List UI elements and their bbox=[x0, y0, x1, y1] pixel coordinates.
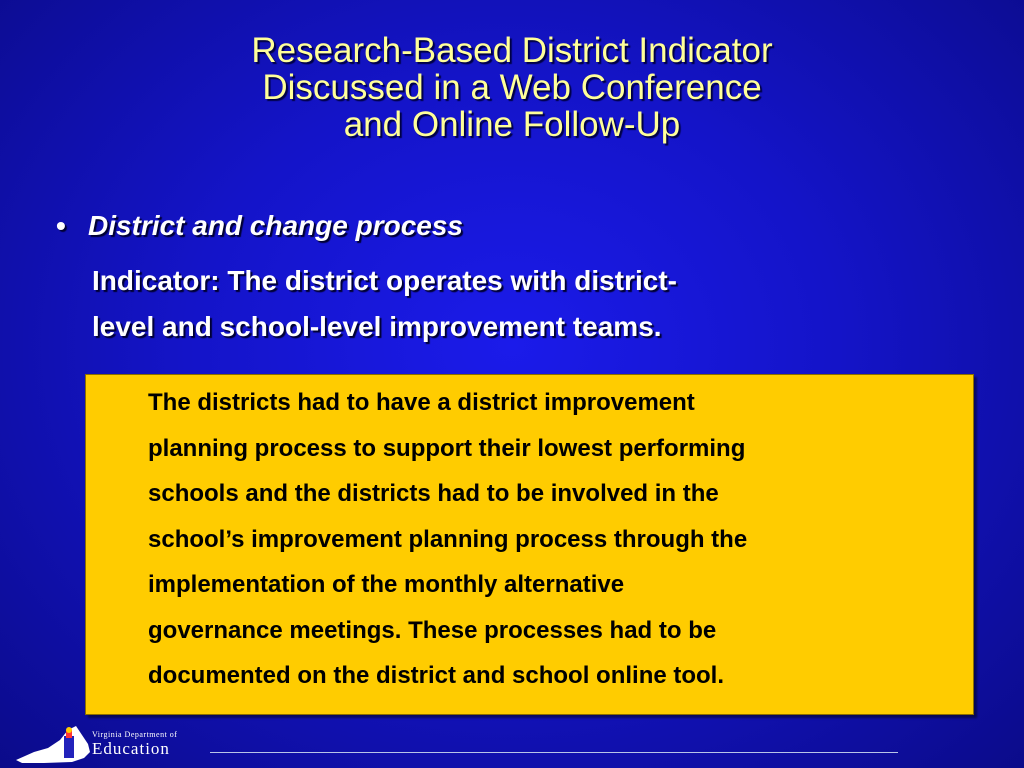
footer-divider bbox=[210, 752, 898, 753]
vdoe-logo bbox=[14, 722, 214, 766]
slide-title bbox=[112, 32, 912, 143]
title-line-3: and Online Follow-Up bbox=[343, 105, 681, 144]
callout-line-4: school’s improvement planning process through the bbox=[148, 525, 748, 553]
virginia-state-outline-icon bbox=[14, 722, 92, 766]
title-line-2: Discussed in a Web Conference bbox=[262, 68, 762, 107]
indicator-line-2: level and school-level improvement teams. bbox=[92, 311, 662, 342]
callout-text bbox=[148, 380, 958, 699]
bullet-item bbox=[56, 210, 463, 242]
logo-text-small: Virginia Department of bbox=[92, 730, 178, 739]
callout-box bbox=[85, 374, 974, 715]
logo-text-large: Education bbox=[92, 739, 170, 758]
callout-line-6: governance meetings. These processes had to be bbox=[148, 616, 717, 644]
bullet-heading: District and change process bbox=[88, 210, 464, 241]
callout-line-1: The districts had to have a district improvement bbox=[148, 389, 695, 416]
indicator-text bbox=[92, 258, 677, 350]
callout-line-2: planning process to support their lowest performing bbox=[148, 434, 746, 462]
callout-line-3: schools and the districts had to be involved in the bbox=[148, 480, 719, 507]
callout-line-7: documented on the district and school online tool. bbox=[148, 662, 725, 689]
indicator-line-1: Indicator: The district operates with district- bbox=[92, 265, 677, 296]
callout-line-5: implementation of the monthly alternative bbox=[148, 571, 625, 598]
bullet-symbol: • bbox=[56, 210, 66, 241]
title-line-1: Research-Based District Indicator bbox=[251, 31, 773, 70]
